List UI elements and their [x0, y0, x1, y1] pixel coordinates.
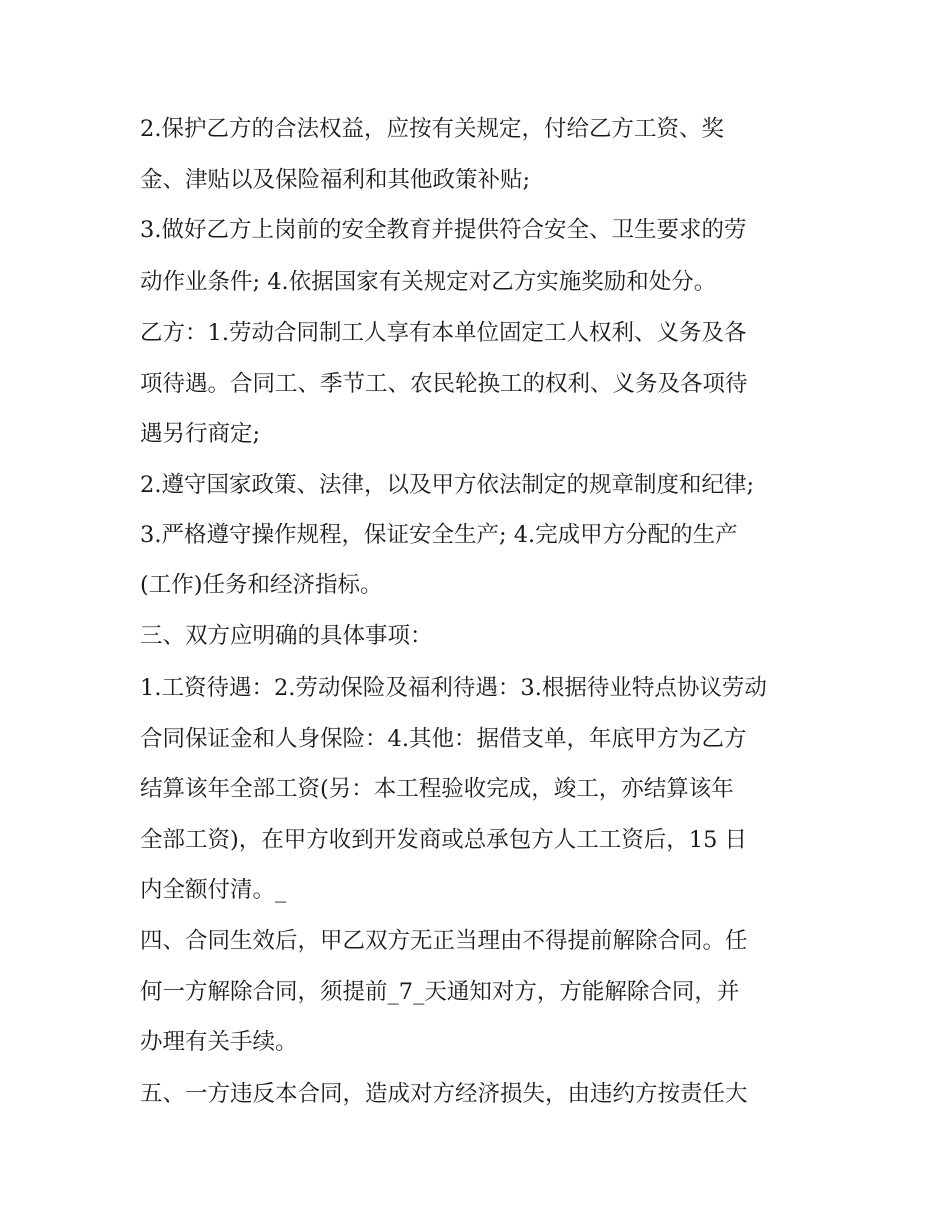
- text-line: 乙方：1.劳动合同制工人享有本单位固定工人权利、义务及各: [140, 320, 747, 346]
- text-line: 金、津贴以及保险福利和其他政策补贴;: [140, 167, 531, 193]
- text-line: 内全额付清。_: [140, 877, 287, 903]
- text-line: 五、一方违反本合同，造成对方经济损失，由违约方按责任大: [140, 1081, 748, 1107]
- text-line: 办理有关手续。: [140, 1029, 298, 1055]
- section-heading: 三、双方应明确的具体事项：: [140, 623, 433, 649]
- text-line: 动作业条件; 4.依据国家有关规定对乙方实施奖励和处分。: [140, 269, 717, 295]
- text-line: 结算该年全部工资(另：本工程验收完成，竣工，亦结算该年: [140, 776, 734, 802]
- text-line: 1.工资待遇：2.劳动保险及福利待遇：3.根据待业特点协议劳动: [140, 675, 767, 701]
- text-line: 何一方解除合同，须提前_7_天通知对方，方能解除合同，并: [140, 979, 740, 1005]
- text-line: 四、合同生效后，甲乙双方无正当理由不得提前解除合同。任: [140, 928, 748, 954]
- text-line: (工作)任务和经济指标。: [140, 572, 383, 598]
- text-line: 项待遇。合同工、季节工、农民轮换工的权利、义务及各项待: [140, 371, 748, 397]
- text-line: 2.保护乙方的合法权益，应按有关规定，付给乙方工资、奖: [140, 116, 724, 142]
- text-line: 全部工资)，在甲方收到开发商或总承包方人工工资后，15 日: [140, 827, 748, 853]
- text-line: 3.做好乙方上岗前的安全教育并提供符合安全、卫生要求的劳: [140, 217, 747, 243]
- text-line: 2.遵守国家政策、法律，以及甲方依法制定的规章制度和纪律;: [140, 472, 755, 498]
- text-line: 遇另行商定;: [140, 421, 261, 447]
- text-line: 合同保证金和人身保险：4.其他：据借支单，年底甲方为乙方: [140, 726, 747, 752]
- text-line: 3.严格遵守操作规程，保证安全生产; 4.完成甲方分配的生产: [140, 522, 738, 548]
